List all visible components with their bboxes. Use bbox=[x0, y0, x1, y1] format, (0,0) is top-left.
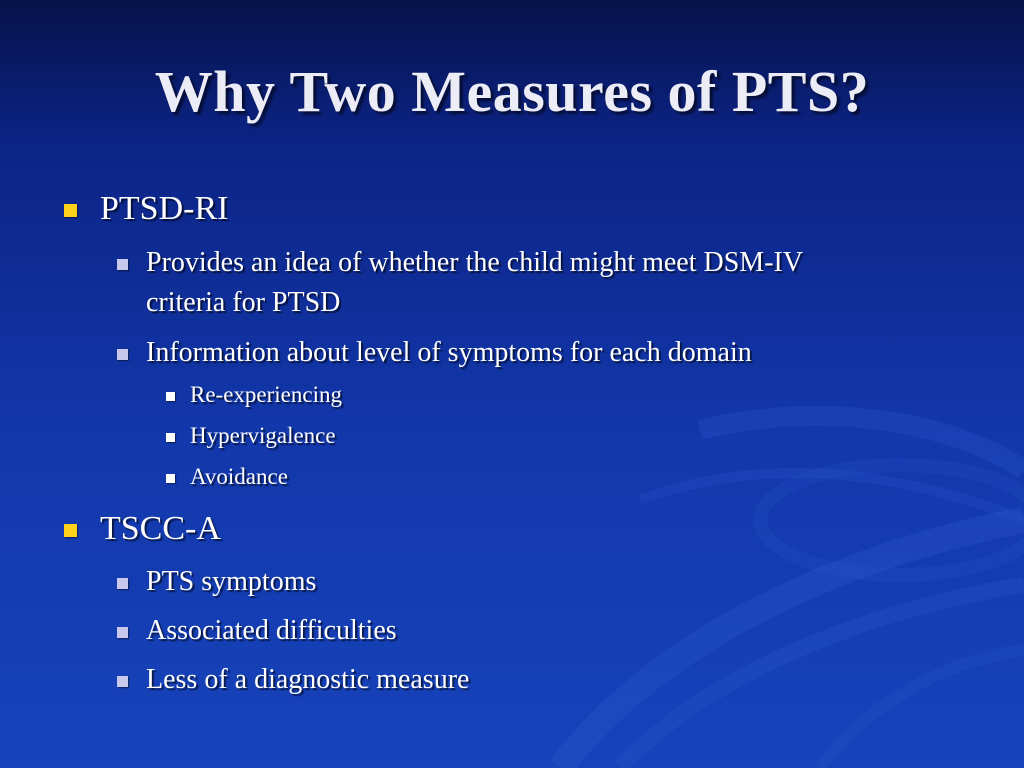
bullet-square-icon bbox=[117, 578, 128, 589]
bullet-item-level2: Less of a diagnostic measure bbox=[146, 664, 470, 695]
bullet-item-line: criteria for PTSD bbox=[146, 287, 341, 318]
bullet-square-icon bbox=[166, 392, 175, 401]
bullet-item-level3: Hypervigalence bbox=[190, 423, 336, 448]
bullet-item-level1: TSCC-A bbox=[100, 510, 221, 547]
bullet-item-level2 bbox=[146, 243, 803, 323]
bullet-item-level2: Associated difficulties bbox=[146, 615, 397, 646]
slide-title: Why Two Measures of PTS? bbox=[154, 59, 870, 124]
bullet-item-level2: Information about level of symptoms for each domain bbox=[146, 337, 752, 368]
bullet-item-level3: Avoidance bbox=[190, 464, 288, 489]
bullet-square-icon bbox=[117, 349, 128, 360]
bullet-square-icon bbox=[117, 259, 128, 270]
bullet-square-icon bbox=[166, 433, 175, 442]
bullet-square-icon bbox=[117, 676, 128, 687]
bullet-item-level1: PTSD-RI bbox=[100, 190, 229, 227]
bullet-square-icon bbox=[64, 204, 77, 217]
bullet-square-icon bbox=[64, 524, 77, 537]
bullet-square-icon bbox=[117, 627, 128, 638]
bullet-item-level3: Re-experiencing bbox=[190, 382, 342, 407]
bullet-square-icon bbox=[166, 474, 175, 483]
bullet-item-line: Provides an idea of whether the child might meet DSM-IV bbox=[146, 247, 804, 278]
bullet-item-level2: PTS symptoms bbox=[146, 566, 317, 597]
